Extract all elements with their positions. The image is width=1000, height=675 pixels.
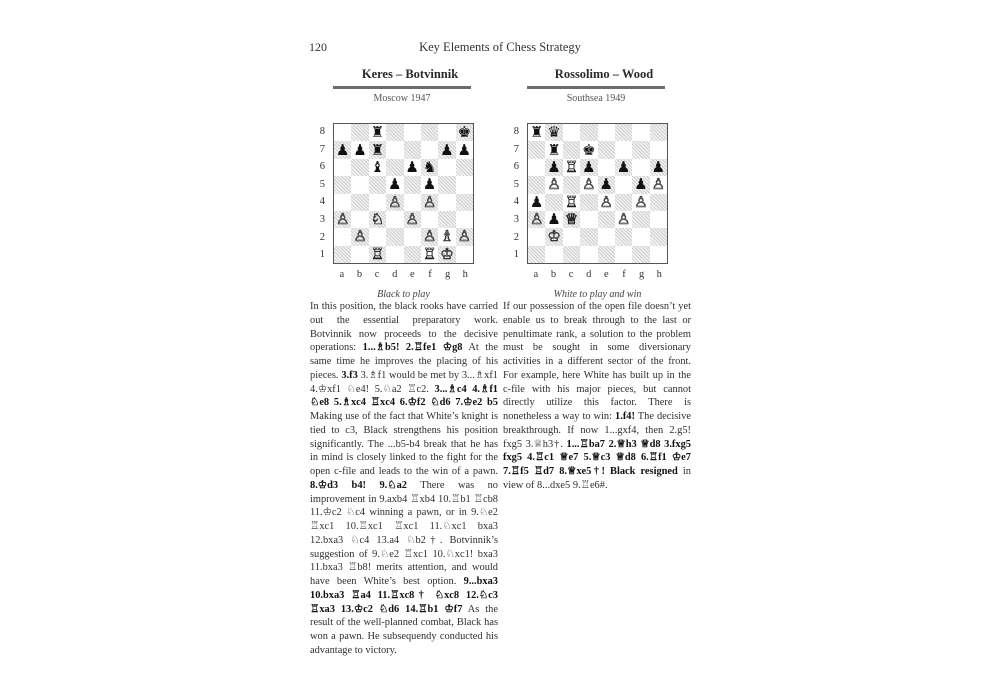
square-b2 [545,228,562,245]
diagram-keres-botvinnik [309,66,489,298]
square-e3 [598,211,615,228]
square-b5 [351,176,368,193]
square-d3 [580,211,597,228]
square-g1 [438,246,455,263]
file-labels [333,269,474,280]
square-a8 [528,124,545,141]
square-e8 [598,124,615,141]
commentary-text: The decisive breakthrough. If now 1...gxf4, then 2.g5! fxg5 3.♕h3†. [503,411,691,450]
square-a1 [334,246,351,263]
rank-label: 3 [513,213,519,225]
commentary-text: At the same time he improves the placing of his pieces. [310,342,498,381]
file-label: f [622,269,626,280]
square-c8 [563,124,580,141]
white-knight-icon: ♘ [370,210,385,229]
square-f8 [615,124,632,141]
square-b6 [351,159,368,176]
square-b1 [545,246,562,263]
black-pawn-icon: ♟ [422,175,437,194]
square-a4 [334,194,351,211]
square-e4 [404,194,421,211]
black-pawn-icon: ♟ [405,157,419,176]
square-b8 [351,124,368,141]
file-label: d [392,269,398,280]
square-a2 [528,228,545,245]
commentary-text: 3.♗f1 would be met by 3...♗xf1 4.♔xf1 ♘e4! 5.♘a2 ♖c2. [310,369,498,395]
diagram-caption: Black to play [377,289,430,300]
square-c3 [563,211,580,228]
square-c6 [369,159,386,176]
commentary-text: Making use of the fact that White’s knight is tied to c3, Black strengthens his position significantly. The ...b5-b4 break that he has in mind is closely linked to the fight for the open c-file and leads to the win of a pawn. [310,411,498,477]
square-h7 [456,141,473,158]
square-e2 [598,228,615,245]
square-f4 [615,194,632,211]
square-a7 [334,141,351,158]
square-b8 [545,124,562,141]
white-pawn-icon: ♙ [422,227,437,246]
rank-label: 3 [319,213,325,225]
square-h4 [456,194,473,211]
square-g2 [632,228,649,245]
square-g4 [438,194,455,211]
square-h3 [456,211,473,228]
white-pawn-icon: ♙ [405,210,419,229]
square-c3 [369,211,386,228]
black-king-icon: ♚ [457,123,472,142]
black-pawn-icon: ♟ [547,157,561,176]
white-pawn-icon: ♙ [651,175,666,194]
square-g6 [438,159,455,176]
square-a5 [528,176,545,193]
square-c5 [563,176,580,193]
rank-label: 6 [319,161,325,173]
square-b4 [545,194,562,211]
square-a1 [528,246,545,263]
square-b3 [351,211,368,228]
white-pawn-icon: ♙ [634,192,648,211]
file-label: b [356,269,363,280]
square-d3 [386,211,403,228]
commentary-text: There was no improvement in 9.axb4 ♖xb4 10.♖b1 ♖cb8 11.♔c2 ♘c4 winning a pawn, or in 9.♘e2 ♖xc1 10.♖xc1 ♖xc1 11.♘xc1 bxa3 12.bxa3 ♘c4 13.a4 ♘b2†. Botvinnik’s suggestion of 9.♘e2 ♖xc1 10.♘xc1! bxa3 11.bxa3 ♖b8! merits attention, and would have been White’s best option. [310,479,498,587]
commentary-text: If our possession of the open file doesn’t yet enable us to break through to the last or penultimate rank, a solution to the problem must be sought in some diversionary activities in a different sector of the front. For example, here White has built up in the c-file with his major pieces, but cannot directly utilize this factor. There is nonetheless a way to win: [503,301,691,422]
file-label: c [568,269,574,280]
file-label: h [462,269,468,280]
square-f7 [421,141,438,158]
square-d6 [580,159,597,176]
black-rook-icon: ♜ [370,140,385,159]
rank-label: 7 [319,143,325,155]
square-e5 [598,176,615,193]
square-e1 [598,246,615,263]
square-e8 [404,124,421,141]
square-g3 [438,211,455,228]
black-queen-icon: ♛ [547,123,561,142]
black-pawn-icon: ♟ [634,175,648,194]
square-c1 [369,246,386,263]
square-c5 [369,176,386,193]
square-a7 [528,141,545,158]
square-c7 [563,141,580,158]
square-d4 [580,194,597,211]
move-notation: 3...♗c4 4.♗f1 ♘e8 5.♗xc4 ♖xc4 6.♔f2 ♘d6 7.♔e2 b5 [310,383,498,409]
black-pawn-icon: ♟ [582,157,596,176]
file-label: d [586,269,592,280]
white-queen-icon: ♕ [564,210,579,229]
white-pawn-icon: ♙ [547,175,561,194]
white-bishop-icon: ♗ [440,227,454,246]
rank-label: 2 [513,231,519,243]
square-d1 [580,246,597,263]
black-pawn-icon: ♟ [616,157,631,176]
black-pawn-icon: ♟ [388,175,402,194]
square-h8 [456,124,473,141]
rank-label: 8 [513,126,519,137]
white-pawn-icon: ♙ [582,175,596,194]
move-notation: 8.♔d3 b4! 9.♘a2 [310,479,407,491]
square-e4 [598,194,615,211]
white-rook-icon: ♖ [370,244,385,263]
square-a4 [528,194,545,211]
black-pawn-icon: ♟ [457,140,472,159]
square-d5 [580,176,597,193]
square-g4 [632,194,649,211]
file-label: g [638,269,645,280]
white-pawn-icon: ♙ [529,210,544,229]
file-label: e [603,269,609,280]
move-notation: 1...♖ba7 2.♕h3 ♕d8 3.fxg5 fxg5 4.♖c1 ♕e7 5.♕c3 ♕d8 6.♖f1 ♔e7 7.♖f5 ♖d7 8.♕xe5†! Black resigned [503,438,691,477]
square-g6 [632,159,649,176]
square-g2 [438,228,455,245]
rank-label: 4 [513,196,519,208]
square-c7 [369,141,386,158]
commentary-text: As the result of the well-planned combat, Black has won a pawn. He subsequendy conducted his advantage to victory. [310,603,498,656]
square-c1 [563,246,580,263]
square-f7 [615,141,632,158]
black-pawn-icon: ♟ [651,157,666,176]
file-label: a [533,269,539,280]
square-c2 [369,228,386,245]
white-rook-icon: ♖ [422,244,437,263]
diagram-caption: White to play and win [553,289,642,300]
diagram-rossolimo-wood [503,66,683,298]
white-pawn-icon: ♙ [422,192,437,211]
square-g7 [632,141,649,158]
square-f1 [615,246,632,263]
square-h2 [650,228,667,245]
white-pawn-icon: ♙ [388,192,402,211]
square-d5 [386,176,403,193]
square-b6 [545,159,562,176]
square-c2 [563,228,580,245]
white-king-icon: ♔ [547,227,561,246]
file-label: e [409,269,415,280]
square-a3 [528,211,545,228]
file-label: h [656,269,662,280]
square-f3 [421,211,438,228]
square-g8 [632,124,649,141]
square-d6 [386,159,403,176]
square-e1 [404,246,421,263]
square-h2 [456,228,473,245]
move-notation: 1.f4! [615,411,635,422]
black-king-icon: ♚ [582,140,596,159]
body-text-left-column [310,300,498,658]
game-place: Moscow 1947 [373,93,431,104]
square-g1 [632,246,649,263]
square-f5 [615,176,632,193]
body-text-right-column [503,300,691,493]
square-g5 [438,176,455,193]
white-pawn-icon: ♙ [335,210,350,229]
square-e7 [404,141,421,158]
square-f2 [421,228,438,245]
black-rook-icon: ♜ [547,140,561,159]
chess-board [333,123,474,264]
rank-label: 1 [319,249,325,261]
square-g8 [438,124,455,141]
square-e7 [598,141,615,158]
square-d7 [580,141,597,158]
square-f6 [421,159,438,176]
square-c8 [369,124,386,141]
white-pawn-icon: ♙ [616,210,631,229]
move-notation: 1...♗b5! 2.♖fe1 ♔g8 [362,342,463,354]
black-rook-icon: ♜ [529,123,544,142]
rank-label: 1 [513,249,519,261]
square-f5 [421,176,438,193]
game-title: Rossolimo – Wood [554,67,654,81]
square-a6 [334,159,351,176]
square-e6 [598,159,615,176]
black-pawn-icon: ♟ [440,140,454,159]
rank-label: 6 [513,161,519,173]
square-h6 [650,159,667,176]
white-pawn-icon: ♙ [353,227,367,246]
square-e2 [404,228,421,245]
square-h4 [650,194,667,211]
commentary-text: In this position, the black rooks have carried out the essential preparatory work. Botvinnik now proceeds to the decisive operations: [310,301,498,354]
square-e3 [404,211,421,228]
square-d8 [580,124,597,141]
square-b5 [545,176,562,193]
square-b4 [351,194,368,211]
black-rook-icon: ♜ [370,123,385,142]
white-rook-icon: ♖ [564,192,579,211]
rank-labels [309,123,327,264]
move-notation: 9...bxa3 10.bxa3 ♖a4 11.♖xc8† ♘xc8 12.♘c3 ♖xa3 13.♔c2 ♘d6 14.♖b1 ♔f7 [310,576,498,615]
square-b7 [545,141,562,158]
square-a8 [334,124,351,141]
square-f6 [615,159,632,176]
square-f2 [615,228,632,245]
square-e5 [404,176,421,193]
square-e6 [404,159,421,176]
black-pawn-icon: ♟ [547,210,561,229]
rank-label: 5 [513,178,519,190]
square-g3 [632,211,649,228]
square-g5 [632,176,649,193]
square-b7 [351,141,368,158]
white-pawn-icon: ♙ [457,227,472,246]
square-c4 [563,194,580,211]
square-h5 [456,176,473,193]
square-a5 [334,176,351,193]
white-pawn-icon: ♙ [599,192,613,211]
rank-labels [503,123,521,264]
black-bishop-icon: ♝ [370,157,385,176]
move-notation: 3.f3 [341,369,358,381]
title-rule [333,86,471,89]
title-rule [527,86,665,89]
rank-label: 4 [319,196,325,208]
square-f4 [421,194,438,211]
rank-label: 8 [319,126,325,137]
file-label: f [428,269,432,280]
square-d7 [386,141,403,158]
rank-label: 2 [319,231,325,243]
game-place: Southsea 1949 [566,93,626,104]
square-c4 [369,194,386,211]
black-knight-icon: ♞ [422,157,437,176]
square-d2 [386,228,403,245]
commentary-text: in view of 8...dxe5 9.♖e6#. [503,466,691,491]
square-h8 [650,124,667,141]
black-pawn-icon: ♟ [335,140,350,159]
square-g7 [438,141,455,158]
square-h6 [456,159,473,176]
black-pawn-icon: ♟ [353,140,367,159]
page-number: 120 [309,40,327,54]
black-pawn-icon: ♟ [599,175,613,194]
black-pawn-icon: ♟ [529,192,544,211]
game-title: Keres – Botvinnik [361,67,459,81]
running-title: Key Elements of Chess Strategy [419,40,581,54]
square-d2 [580,228,597,245]
square-f3 [615,211,632,228]
square-d8 [386,124,403,141]
rank-label: 5 [319,178,325,190]
file-label: a [339,269,345,280]
square-h3 [650,211,667,228]
square-h5 [650,176,667,193]
file-labels [527,269,668,280]
square-h7 [650,141,667,158]
square-h1 [650,246,667,263]
square-f8 [421,124,438,141]
square-a6 [528,159,545,176]
square-d1 [386,246,403,263]
file-label: g [444,269,451,280]
square-b2 [351,228,368,245]
square-c6 [563,159,580,176]
chess-board [527,123,668,264]
rank-label: 7 [513,143,519,155]
white-king-icon: ♔ [440,244,454,263]
square-b1 [351,246,368,263]
white-rook-icon: ♖ [564,157,579,176]
file-label: c [374,269,380,280]
file-label: b [550,269,557,280]
square-a2 [334,228,351,245]
square-d4 [386,194,403,211]
square-a3 [334,211,351,228]
square-b3 [545,211,562,228]
square-f1 [421,246,438,263]
square-h1 [456,246,473,263]
